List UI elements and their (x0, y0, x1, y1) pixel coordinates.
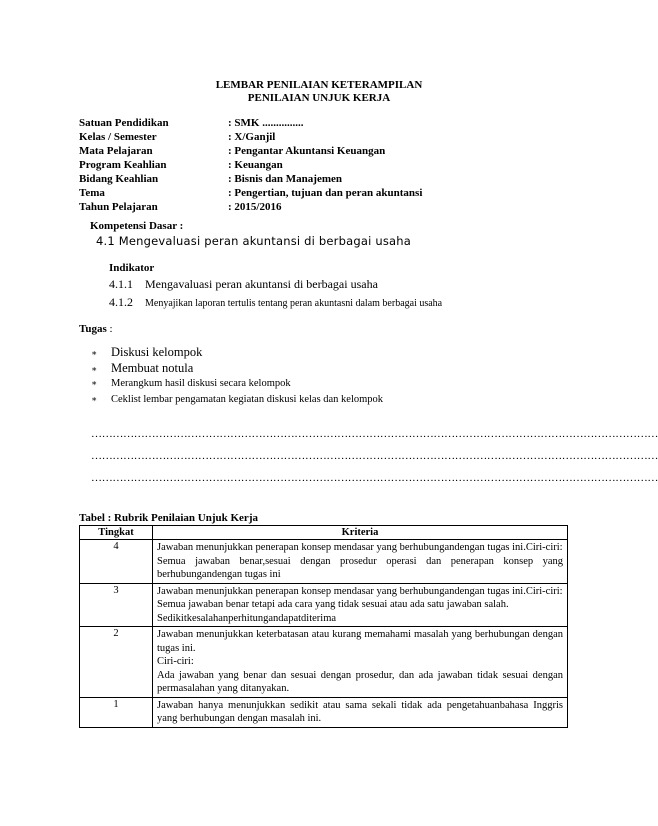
asterisk-bullet-icon: ∗ (91, 377, 98, 388)
info-label: Bidang Keahlian (79, 173, 159, 185)
dotted-answer-line: …………………………………………………………………………………………………………………………………………… (91, 450, 658, 462)
criteria-line: Jawaban menunjukkan keterbatasan atau kurang memahami masalah yang berhubungan dengan tugas ini. (157, 629, 563, 654)
list-item (91, 345, 383, 361)
info-value: : X/Ganjil (228, 131, 276, 143)
asterisk-bullet-icon: ∗ (91, 347, 98, 358)
criteria-line: Jawaban menunjukkan penerapan konsep mendasar yang berhubungandengan tugas ini.Ciri-ciri: (157, 585, 563, 597)
criteria-line: Jawaban menunjukkan penerapan konsep mendasar yang berhubungandengan tugas ini.Ciri-ciri: (157, 542, 563, 553)
table-row (80, 697, 568, 727)
asterisk-bullet-icon: ∗ (91, 393, 98, 404)
rubrik-title: Tabel : Rubrik Penilaian Unjuk Kerja (79, 512, 258, 524)
rubrik-level: 1 (80, 697, 153, 727)
dotted-answer-line: …………………………………………………………………………………………………………………………………………… (91, 428, 658, 440)
criteria-line: Semua jawaban benar tetapi ada cara yang tidak sesuai atau ada satu jawaban salah. (157, 599, 509, 610)
asterisk-bullet-icon: ∗ (91, 363, 98, 374)
column-header-tingkat: Tingkat (80, 526, 153, 540)
list-item (91, 361, 383, 377)
tugas-item-text: Membuat notula (111, 361, 194, 375)
info-row-bidang (79, 173, 422, 187)
criteria-line: Ada jawaban yang benar dan sesuai dengan prosedur, dan ada jawaban tidak sesuai dengan permasalahan yang ditanyakan. (157, 669, 563, 694)
rubrik-level: 2 (80, 627, 153, 698)
info-row-tema (79, 187, 422, 201)
info-row-program (79, 159, 422, 173)
rubrik-criteria (153, 627, 568, 698)
info-row-satuan (79, 117, 422, 131)
info-label: Satuan Pendidikan (79, 117, 169, 129)
rubrik-table (79, 525, 568, 728)
criteria-line: Sedikitkesalahanperhitungandapatditerima (157, 612, 337, 624)
info-row-mapel (79, 145, 422, 159)
tugas-item-text: Merangkum hasil diskusi secara kelompok (111, 378, 291, 389)
indikator-number: 4.1.2 (109, 295, 133, 309)
table-row (80, 540, 568, 584)
document-title: LEMBAR PENILAIAN KETERAMPILAN (215, 79, 423, 91)
info-label: Tema (79, 187, 105, 199)
tugas-item-text: Diskusi kelompok (111, 345, 203, 359)
dotted-answer-line: …………………………………………………………………………………………………………………………………………… (91, 472, 658, 484)
info-label: Kelas / Semester (79, 131, 157, 143)
info-value: : SMK ............... (228, 117, 304, 129)
tugas-colon: : (106, 323, 113, 335)
list-item (91, 393, 383, 409)
info-value: : Pengantar Akuntansi Keuangan (228, 145, 386, 157)
info-label: Mata Pelajaran (79, 145, 153, 157)
tugas-heading (79, 323, 113, 335)
info-value: : 2015/2016 (228, 201, 282, 213)
info-row-kelas (79, 131, 422, 145)
column-header-kriteria: Kriteria (153, 526, 568, 540)
table-header-row (80, 526, 568, 540)
criteria-line: Jawaban hanya menunjukkan sedikit atau sama sekali tidak ada pengetahuanbahasa Inggris yang berhubungan dengan masalah ini. (157, 699, 563, 724)
criteria-line: Ciri-ciri: (157, 656, 194, 667)
info-value: : Bisnis dan Manajemen (228, 173, 342, 185)
indikator-label: Indikator (109, 262, 155, 274)
kompetensi-value: 4.1 Mengevaluasi peran akuntansi di berbagai usaha (96, 234, 412, 248)
rubrik-level: 3 (80, 583, 153, 627)
rubrik-level: 4 (80, 540, 153, 584)
info-label: Tahun Pelajaran (79, 201, 158, 213)
kompetensi-label: Kompetensi Dasar : (90, 220, 184, 232)
info-label: Program Keahlian (79, 159, 167, 171)
tugas-item-text: Ceklist lembar pengamatan kegiatan diskusi kelas dan kelompok (111, 394, 384, 405)
identity-table (79, 117, 422, 215)
tugas-list (91, 345, 383, 409)
indikator-item (109, 277, 378, 292)
rubrik-criteria (153, 540, 568, 584)
rubrik-criteria (153, 697, 568, 727)
info-row-tahun (79, 201, 422, 215)
table-row (80, 583, 568, 627)
tugas-label: Tugas (79, 323, 107, 335)
list-item (91, 377, 383, 393)
info-value: : Pengertian, tujuan dan peran akuntansi (228, 187, 423, 199)
document-subtitle: PENILAIAN UNJUK KERJA (247, 92, 391, 104)
criteria-line: Semua jawaban benar,sesuai dengan prosedur operasi dan penerapan konsep yang berhubungandengan tugas ini (157, 555, 563, 580)
indikator-text: Menyajikan laporan tertulis tentang peran akuntasni dalam berbagai usaha (145, 298, 443, 309)
rubrik-criteria (153, 583, 568, 627)
table-row (80, 627, 568, 698)
indikator-item (109, 295, 442, 310)
indikator-text: Mengavaluasi peran akuntansi di berbagai usaha (145, 277, 378, 291)
info-value: : Keuangan (228, 159, 283, 171)
indikator-number: 4.1.1 (109, 277, 133, 291)
